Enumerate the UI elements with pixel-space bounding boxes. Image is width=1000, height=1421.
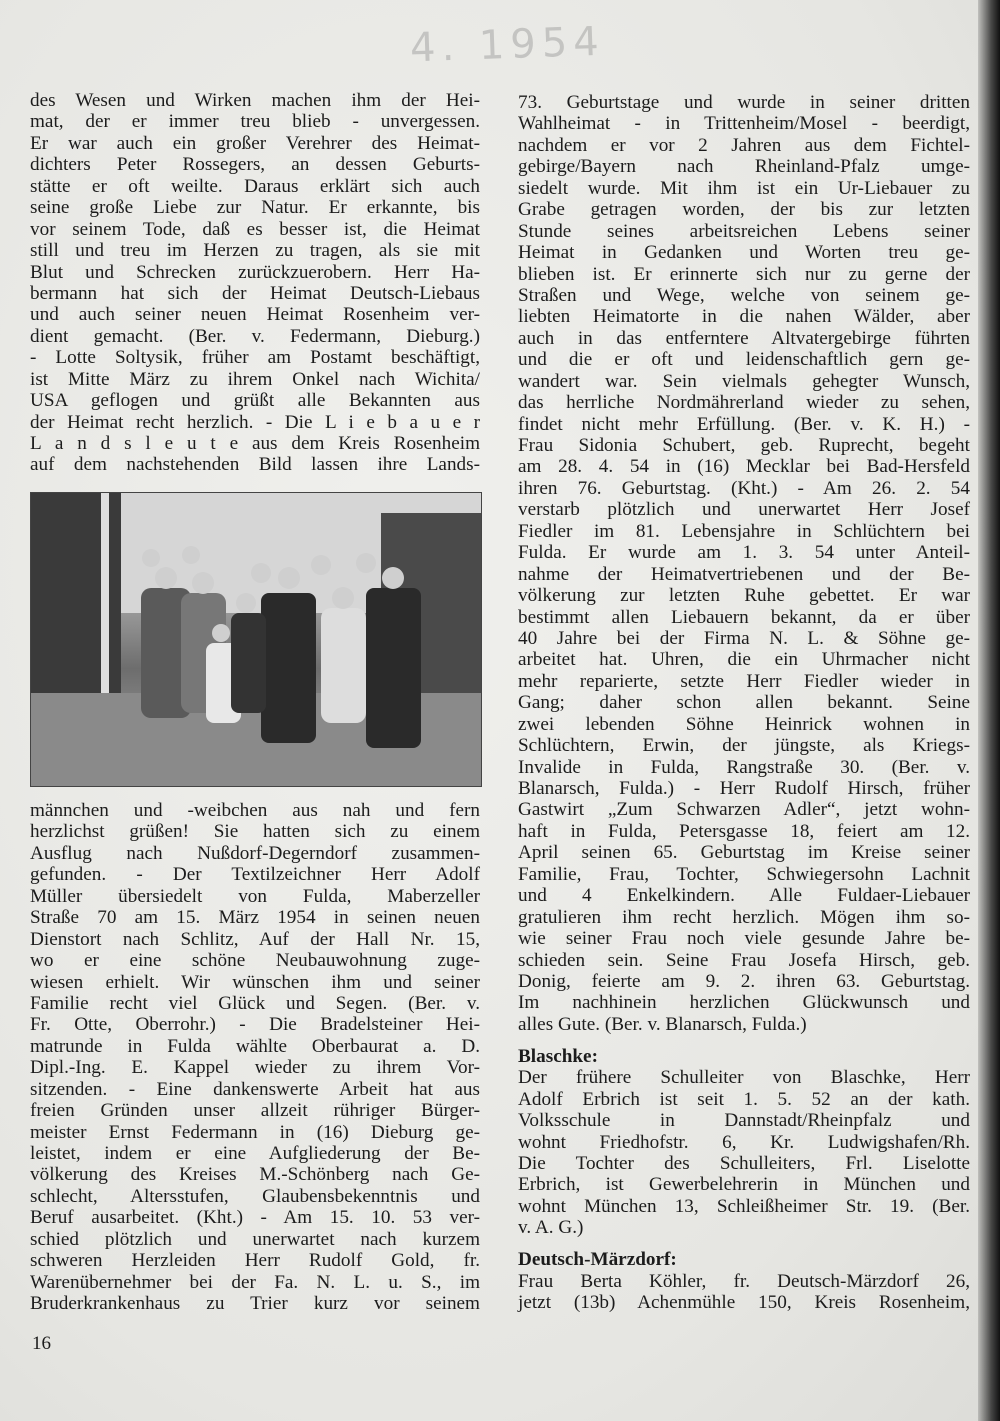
book-binding-shadow <box>978 0 1000 1421</box>
text-line: Ausflug nach Nußdorf-Degerndorf zusammen- <box>30 842 480 864</box>
text-line: Warenübernehmer bei der Fa. N. L. u. S., im <box>30 1271 480 1293</box>
text-line: bestimmt allen Liebauern bekannt, da er über <box>518 606 970 628</box>
text-line: schweren Herzleiden Herr Rudolf Gold, fr. <box>30 1250 480 1272</box>
text-line: der Heimat recht herzlich. - Die L i e b a u e r <box>30 411 480 433</box>
text-line: nahme der Heimatvertriebenen und der Be- <box>518 563 970 585</box>
text-line: - Lotte Soltysik, früher am Postamt beschäftigt, <box>30 347 480 369</box>
left-column-top-text <box>30 90 480 476</box>
text-line: Adolf Erbrich ist seit 1. 5. 52 an der kath. <box>518 1088 970 1110</box>
text-line: Wahlheimat - in Trittenheim/Mosel - beerdigt, <box>518 113 970 135</box>
text-line: Erbrich, ist Gewerbelehrerin in München und <box>518 1174 970 1196</box>
text-line: Heimat in Gedanken und Worten treu ge- <box>518 242 970 264</box>
text-line: ihren 76. Geburtstag. (Kht.) - Am 26. 2. 54 <box>518 477 970 499</box>
text-line: schlecht, Altersstufen, Glaubensbekenntnis und <box>30 1185 480 1207</box>
text-line: und 4 Enkelkindern. Alle Fuldaer-Liebauer <box>518 885 970 907</box>
text-line: Fr. Otte, Oberrohr.) - Die Bradelsteiner Hei- <box>30 1014 480 1036</box>
text-line: sitzenden. - Eine dankenswerte Arbeit hat aus <box>30 1078 480 1100</box>
text-line: matrunde in Fulda wählte Oberbaurat a. D. <box>30 1035 480 1057</box>
text-line: 73. Geburtstage und wurde in seiner dritten <box>518 92 970 113</box>
text-line: 40 Jahre bei der Firma N. L. & Söhne ge- <box>518 627 970 649</box>
text-line: haft in Fulda, Petersgasse 18, feiert am 12. <box>518 820 970 842</box>
text-line: dient gemacht. (Ber. v. Federmann, Dieburg.) <box>30 325 480 347</box>
text-line: blieben ist. Er erinnerte sich nur zu gerne der <box>518 263 970 285</box>
text-line: Volksschule in Dannstadt/Rheinpfalz und <box>518 1110 970 1132</box>
text-line: still und treu im Herzen zu tragen, als sie mit <box>30 240 480 262</box>
text-line: arbeitet hat. Uhren, die ein Uhrmacher nicht <box>518 649 970 671</box>
text-line: zwei lebenden Söhne Heinrick wohnen in <box>518 713 970 735</box>
text-line: gebirge/Bayern nach Rheinland-Pfalz umge- <box>518 156 970 178</box>
text-line: auf dem nachstehenden Bild lassen ihre Lands- <box>30 454 480 476</box>
text-line: wohnt Friedhofstr. 6, Kr. Ludwigshafen/Rh. <box>518 1131 970 1153</box>
page-number: 16 <box>32 1333 51 1354</box>
text-line: Stunde seines arbeitsreichen Lebens seiner <box>518 220 970 242</box>
text-line: das herrliche Nordmährerland wieder zu sehen, <box>518 392 970 414</box>
text-line: Frau Berta Köhler, fr. Deutsch-Märzdorf 26, <box>518 1270 970 1292</box>
text-line: Gastwirt „Zum Schwarzen Adler“, jetzt wohn- <box>518 799 970 821</box>
text-line: leistet, indem er eine Aufgliederung der Be- <box>30 1143 480 1164</box>
group-photo <box>30 492 482 787</box>
text-line: findet nicht mehr Erfüllung. (Ber. v. K. H.) - <box>518 413 970 435</box>
text-line: Fiedler im 81. Lebensjahre in Schlüchtern bei <box>518 520 970 542</box>
text-line: Straßen und Wege, welche von seinem ge- <box>518 284 970 306</box>
text-line: männchen und -weibchen aus nah und fern <box>30 800 480 821</box>
section-heading: Deutsch-Märzdorf: <box>518 1249 677 1271</box>
section-heading: Blaschke: <box>518 1045 598 1067</box>
group-photo-image <box>31 493 481 786</box>
text-line: USA geflogen und grüßt alle Bekannten aus <box>30 390 480 412</box>
text-line: Schlüchtern, Erwin, der jüngste, als Kriegs- <box>518 735 970 757</box>
text-line: mehr reparierte, setzte Herr Fiedler wieder in <box>518 670 970 692</box>
right-column-text <box>518 92 970 1314</box>
text-line: schieden sein. Seine Frau Josefa Hirsch, geb. <box>518 949 970 971</box>
text-line: am 28. 4. 54 in (16) Mecklar bei Bad-Hersfeld <box>518 456 970 478</box>
date-stamp: 4. 1954 <box>409 18 606 72</box>
text-line: Gang; daher schon allen bekannt. Seine <box>518 692 970 714</box>
left-column-bottom-text <box>30 800 480 1315</box>
text-line: wandert war. Sein vielmals gehegter Wunsch, <box>518 370 970 392</box>
text-line: Die Tochter des Schulleiters, Frl. Liselotte <box>518 1152 970 1174</box>
text-line: Blut und Schrecken zurückzuerobern. Herr Ha- <box>30 261 480 283</box>
text-line: Invalide in Fulda, Rangstraße 30. (Ber. v. <box>518 756 970 778</box>
text-line: wie seiner Frau noch viele gesunde Jahre be- <box>518 928 970 950</box>
text-line: Fulda. Er wurde am 1. 3. 54 unter Anteil- <box>518 542 970 564</box>
text-line: wo er eine schöne Neubauwohnung zuge- <box>30 950 480 972</box>
text-line: ist Mitte März zu ihrem Onkel nach Wichita/ <box>30 368 480 390</box>
text-line: Straße 70 am 15. März 1954 in seinen neuen <box>30 907 480 929</box>
text-line: stätte er oft weilte. Daraus erklärt sich auch <box>30 175 480 197</box>
text-line: schied plötzlich und unerwartet nach kurzem <box>30 1228 480 1250</box>
text-line: Beruf ausarbeitet. (Kht.) - Am 15. 10. 53 ver- <box>30 1207 480 1229</box>
text-line: herzlichst grüßen! Sie hatten sich zu einem <box>30 821 480 843</box>
text-line: liebten Heimatorte in die nahen Wälder, aber <box>518 306 970 328</box>
text-line: vor seinem Tode, daß es besser ist, die Heimat <box>30 218 480 240</box>
text-line: meister Ernst Federmann in (16) Dieburg ge- <box>30 1121 480 1143</box>
text-line: alles Gute. (Ber. v. Blanarsch, Fulda.) <box>518 1013 807 1035</box>
text-line: gratulieren ihm recht herzlich. Mögen ihm so- <box>518 906 970 928</box>
text-line: auch in das entferntere Altvatergebirge führten <box>518 327 970 349</box>
text-line: bermann hat sich der Heimat Deutsch-Liebaus <box>30 282 480 304</box>
text-line: seine große Liebe zur Natur. Er erkannte, bis <box>30 197 480 219</box>
text-line: April seinen 65. Geburtstag im Kreise seiner <box>518 842 970 864</box>
text-line: völkerung des Kreises M.-Schönberg nach Ge- <box>30 1164 480 1186</box>
text-line: Familie, Frau, Tochter, Schwiegersohn Lachnit <box>518 863 970 885</box>
text-line: jetzt (13b) Achenmühle 150, Kreis Rosenheim, <box>518 1292 970 1314</box>
text-line: wohnt München 13, Schleißheimer Str. 19. (Ber. <box>518 1195 970 1217</box>
text-line: Im nachhinein herzlichen Glückwunsch und <box>518 992 970 1014</box>
text-line: Der frühere Schulleiter von Blaschke, Herr <box>518 1067 970 1089</box>
text-line: Blanarsch, Fulda.) - Herr Rudolf Hirsch, früher <box>518 778 970 799</box>
text-line: und auch seiner neuen Heimat Rosenheim ver- <box>30 304 480 326</box>
text-line: Er war auch ein großer Verehrer des Heimat- <box>30 132 480 154</box>
text-line: wiesen erhielt. Wir wünschen ihm und seiner <box>30 971 480 993</box>
text-line: Familie recht viel Glück und Segen. (Ber. v. <box>30 992 480 1014</box>
text-line: gefunden. - Der Textilzeichner Herr Adolf <box>30 864 480 886</box>
text-line: verstarb plötzlich und unerwartet Herr Josef <box>518 499 970 521</box>
text-line: Müller übersiedelt von Fulda, Maberzeller <box>30 885 480 907</box>
text-line: Bruderkrankenhaus zu Trier kurz vor seinem <box>30 1293 480 1315</box>
text-line: völkerung zur letzten Ruhe gebettet. Er war <box>518 585 970 607</box>
text-line: nachdem er vor 2 Jahren aus dem Fichtel- <box>518 134 970 156</box>
text-line: siedelt wurde. Mit ihm ist ein Ur-Liebauer zu <box>518 177 970 199</box>
text-line: des Wesen und Wirken machen ihm der Hei- <box>30 90 480 111</box>
text-line: L a n d s l e u t e aus dem Kreis Rosenheim <box>30 433 480 454</box>
text-line: Grabe getragen worden, der bis zur letzten <box>518 199 970 221</box>
text-line: freien Gründen unser allzeit rühriger Bürger- <box>30 1100 480 1122</box>
text-line: Dipl.-Ing. E. Kappel wieder zu ihrem Vor- <box>30 1057 480 1079</box>
text-line: Donig, feierte am 9. 2. ihren 63. Geburtstag. <box>518 970 970 992</box>
text-line: v. A. G.) <box>518 1217 584 1239</box>
text-line: dichters Peter Rossegers, an dessen Geburts- <box>30 154 480 176</box>
text-line: mat, der er immer treu blieb - unvergessen. <box>30 111 480 133</box>
text-line: Dienstort nach Schlitz, Auf der Hall Nr. 15, <box>30 928 480 950</box>
text-line: und die er oft und leidenschaftlich gern ge- <box>518 349 970 371</box>
text-line: Frau Sidonia Schubert, geb. Ruprecht, begeht <box>518 435 970 456</box>
